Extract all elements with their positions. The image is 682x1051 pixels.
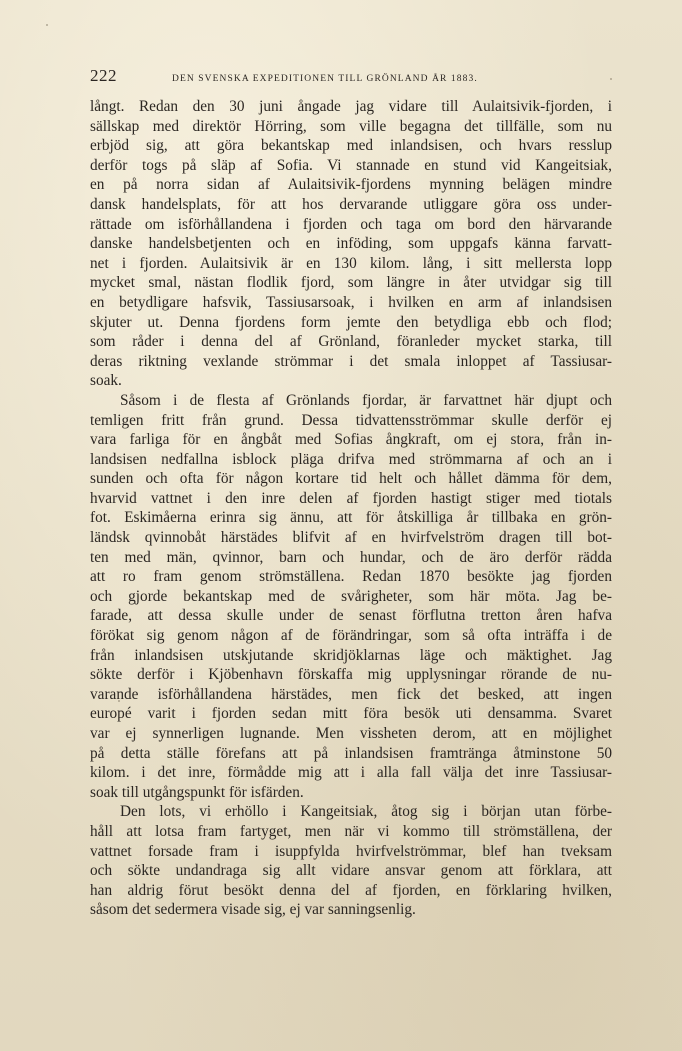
text-line: temligen fritt från grund. Dessa tidvattensströmmar skulle derför ej (90, 411, 612, 429)
text-line: en på norra sidan af Aulaitsivik-fjordens mynning belägen mindre (90, 176, 612, 194)
text-line: var ej synnerligen lugnande. Men vissheten derom, att en möjlighet (90, 725, 612, 742)
text-line: hvarvid vattnet i den inre delen af fjorden hastigt stiger med tiotals (90, 489, 612, 507)
running-head: DEN SVENSKA EXPEDITIONEN TILL GRÖNLAND ÅR 1883. (172, 74, 478, 84)
text-line: derför togs på släp af Sofia. Vi stannade en stund vid Kangeitsiak, (90, 156, 612, 174)
text-line: erbjöd sig, att göra bekantskap med inlandsisen, och hvars resslup (90, 137, 612, 155)
text-line: och sökte undandraga sig allt vidare ansvar genom att förklara, att (90, 862, 612, 880)
text-line: farade, att dessa skulle under de senast förflutna tretton åren hafva (90, 607, 612, 625)
text-line: och gjorde bekantskap med de svårigheter, som här möta. Jag be- (90, 587, 612, 605)
text-line: dansk handelsplats, för att hos dervarande utliggare göra oss under- (90, 195, 612, 213)
text-line: sunden och ofta för någon kortare tid helt och hållet dämma för dem, (90, 470, 612, 488)
text-line: han aldrig förut besökt denna del af fjorden, en förklaring hvilken, (90, 881, 612, 899)
text-line: fot. Eskimåerna erinra sig ännu, att för åtskilliga år tillbaka en grön- (90, 509, 612, 527)
paragraph (90, 391, 612, 802)
text-line: att ro fram genom strömställena. Redan 1870 besökte jag fjorden (90, 568, 612, 586)
text-line: håll att lotsa fram fartyget, men när vi kommo till strömställena, der (90, 822, 612, 840)
page-number: 222 (90, 66, 117, 85)
text-line: ten med män, qvinnor, barn och hundar, och de äro derför rädda (90, 548, 612, 566)
text-line: vara farliga för en ångbåt med Sofias ångkraft, om ej stora, från in- (90, 431, 612, 449)
text-line: såsom det sedermera visade sig, ej var sanningsenlig. (90, 901, 416, 919)
text-line: från inlandsisen utskjutande skridjöklarnas läge och mäktighet. Jag (90, 646, 612, 664)
text-line: Såsom i de flesta af Grönlands fjordar, är farvattnet här djupt och (120, 391, 612, 409)
body-text (90, 97, 612, 920)
page-header (90, 66, 620, 90)
text-line: på detta ställe förefans att på inlandsisen framtränga åtminstone 50 (90, 744, 612, 762)
text-line: förökat sig genom någon af de förändringar, som så ofta inträffa i de (90, 627, 612, 645)
text-line: soak. (90, 372, 122, 390)
text-line: kilom. i det inre, förmådde mig att i alla fall välja det inre Tassiusar- (90, 764, 612, 782)
text-line: skjuter ut. Denna fjordens form jemte den betydliga ebb och flod; (90, 313, 612, 331)
text-line: net i fjorden. Aulaitsivik är en 130 kilom. lång, i sitt mellersta lopp (90, 254, 612, 272)
text-line: sökte derför i Kjöbenhavn förskaffa mig upplysningar rörande de nu- (90, 666, 612, 684)
text-line: deras riktning vexlande strömmar i det smala inloppet af Tassiusar- (90, 352, 612, 370)
paragraph (90, 802, 612, 920)
paragraph (90, 97, 612, 391)
text-line: ländsk qvinnobåt härstädes blifvit af en hvirfvelström dragen till bot- (90, 529, 612, 547)
text-line: danske handelsbetjenten och en inföding, som uppgafs känna farvatt- (90, 235, 612, 253)
text-line: Den lots, vi erhöllo i Kangeitsiak, åtog sig i början utan förbe- (120, 803, 612, 821)
text-line: varande isförhållandena härstädes, men fick det besked, att ingen (90, 685, 612, 703)
text-line: rättade om isförhållandena i fjorden och taga om bord den härvarande (90, 215, 612, 233)
text-line: mycket smal, nästan flodlik fjord, som längre in åter utvidgar sig till (90, 274, 612, 292)
text-line: vattnet forsade fram i isuppfylda hvirfvelströmmar, blef han tveksam (90, 842, 612, 860)
text-line: långt. Redan den 30 juni ångade jag vidare till Aulaitsivik-fjorden, i (90, 98, 612, 115)
text-line: landsisen nedfallna isblock pläga drifva med strömmarna af och an i (90, 450, 612, 468)
text-line: europé varit i fjorden sedan mitt förа besök uti densamma. Svaret (90, 705, 612, 723)
text-line: som råder i denna del af Grönland, föranleder mycket starka, till (90, 333, 612, 351)
text-line: en betydligare hafsvik, Tassiusarsoak, i hvilken en arm af inlandsisen (90, 293, 612, 311)
text-line: sällskap med direktör Hörring, som ville begagna det tillfälle, som nu (90, 117, 612, 135)
paper-speck (46, 24, 48, 26)
text-line: soak till utgångspunkt för isfärden. (90, 783, 304, 801)
